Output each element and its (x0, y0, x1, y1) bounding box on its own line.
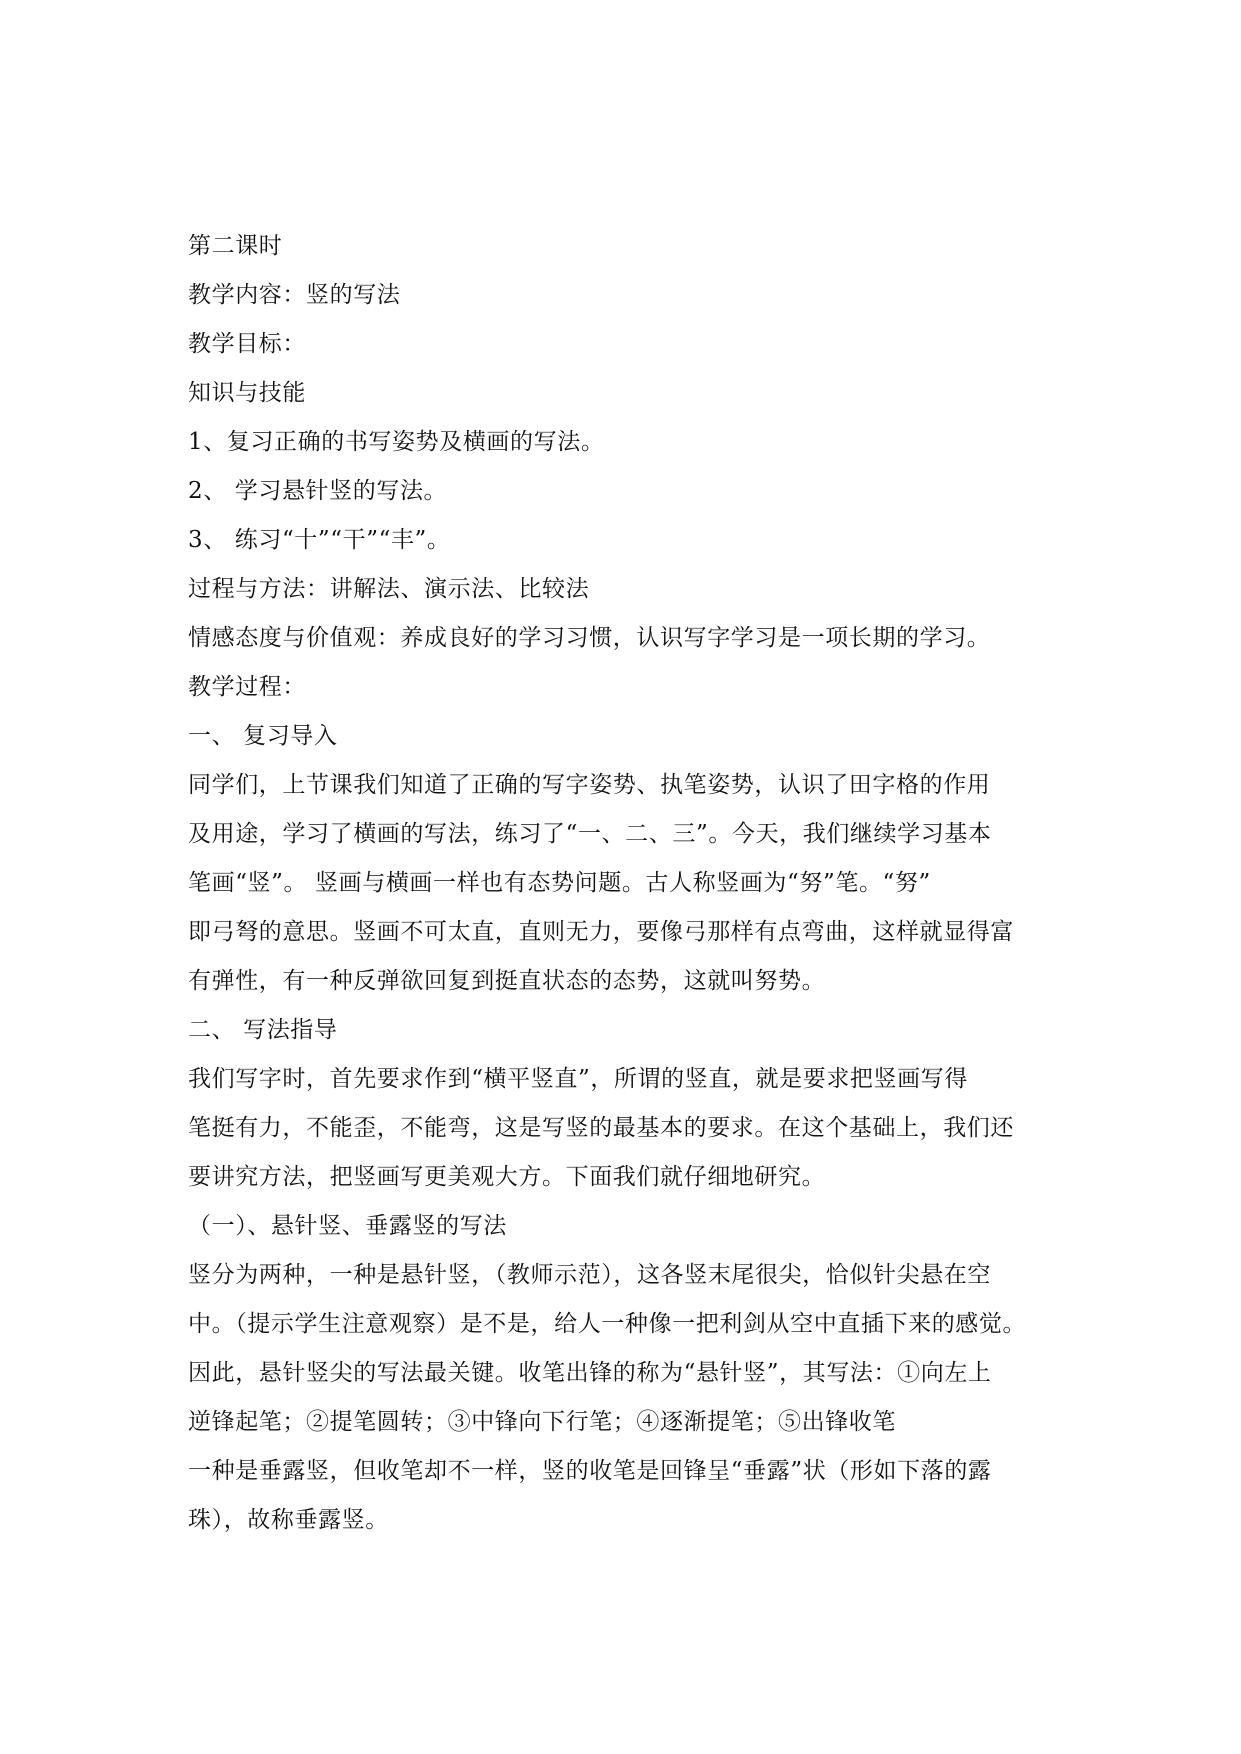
attitude-values: 情感态度与价值观：养成良好的学习习惯，认识写字学习是一项长期的学习。 (188, 625, 991, 651)
goal-item-3: 3、 练习“十”“干”“丰”。 (188, 527, 451, 553)
paragraph-3-line: 逆锋起笔；②提笔圆转；③中锋向下行笔；④逐渐提笔；⑤出锋收笔 (188, 1409, 896, 1435)
paragraph-2-line: 我们写字时，首先要求作到“横平竖直”，所谓的竖直，就是要求把竖画写得 (188, 1066, 968, 1092)
paragraph-2-line: 笔挺有力，不能歪，不能弯，这是写竖的最基本的要求。在这个基础上，我们还 (188, 1115, 1014, 1141)
knowledge-skills-heading: 知识与技能 (188, 380, 306, 406)
paragraph-1-line: 笔画“竖”。 竖画与横画一样也有态势问题。古人称竖画为“努”笔。“努” (188, 870, 931, 896)
teaching-content: 教学内容：竖的写法 (188, 282, 401, 308)
paragraph-1-line: 同学们，上节课我们知道了正确的写字姿势、执笔姿势，认识了田字格的作用 (188, 772, 991, 798)
section-1-title: 一、 复习导入 (188, 723, 338, 749)
paragraph-1-line: 即弓弩的意思。竖画不可太直，直则无力，要像弓那样有点弯曲，这样就显得富 (188, 919, 1014, 945)
goal-item-2: 2、 学习悬针竖的写法。 (188, 478, 448, 504)
paragraph-1-line: 有弹性，有一种反弹欲回复到挺直状态的态势，这就叫努势。 (188, 968, 826, 994)
paragraph-4-line: 一种是垂露竖，但收笔却不一样，竖的收笔是回锋呈“垂露”状（形如下落的露 (188, 1458, 992, 1484)
paragraph-4-line: 珠），故称垂露竖。 (188, 1507, 389, 1533)
process-methods: 过程与方法：讲解法、演示法、比较法 (188, 576, 590, 602)
paragraph-3-line: 中。（提示学生注意观察）是不是，给人一种像一把利剑从空中直插下来的感觉。 (188, 1311, 1027, 1337)
goal-item-1: 1、复习正确的书写姿势及横画的写法。 (188, 429, 605, 455)
teaching-goals-heading: 教学目标： (188, 331, 306, 357)
section-2-title: 二、 写法指导 (188, 1017, 338, 1043)
paragraph-3-line: 竖分为两种，一种是悬针竖，（教师示范），这各竖末尾很尖，恰似针尖悬在空 (188, 1262, 991, 1288)
document-page (188, 222, 1058, 1545)
lesson-title: 第二课时 (188, 233, 283, 259)
teaching-process-heading: 教学过程： (188, 674, 306, 700)
paragraph-3-line: 因此，悬针竖尖的写法最关键。收笔出锋的称为“悬针竖”，其写法：①向左上 (188, 1360, 992, 1386)
paragraph-1-line: 及用途，学习了横画的写法，练习了“一、二、三”。今天，我们继续学习基本 (188, 821, 992, 847)
subsection-1-title: （一）、悬针竖、垂露竖的写法 (188, 1213, 507, 1239)
paragraph-2-line: 要讲究方法，把竖画写更美观大方。下面我们就仔细地研究。 (188, 1164, 826, 1190)
